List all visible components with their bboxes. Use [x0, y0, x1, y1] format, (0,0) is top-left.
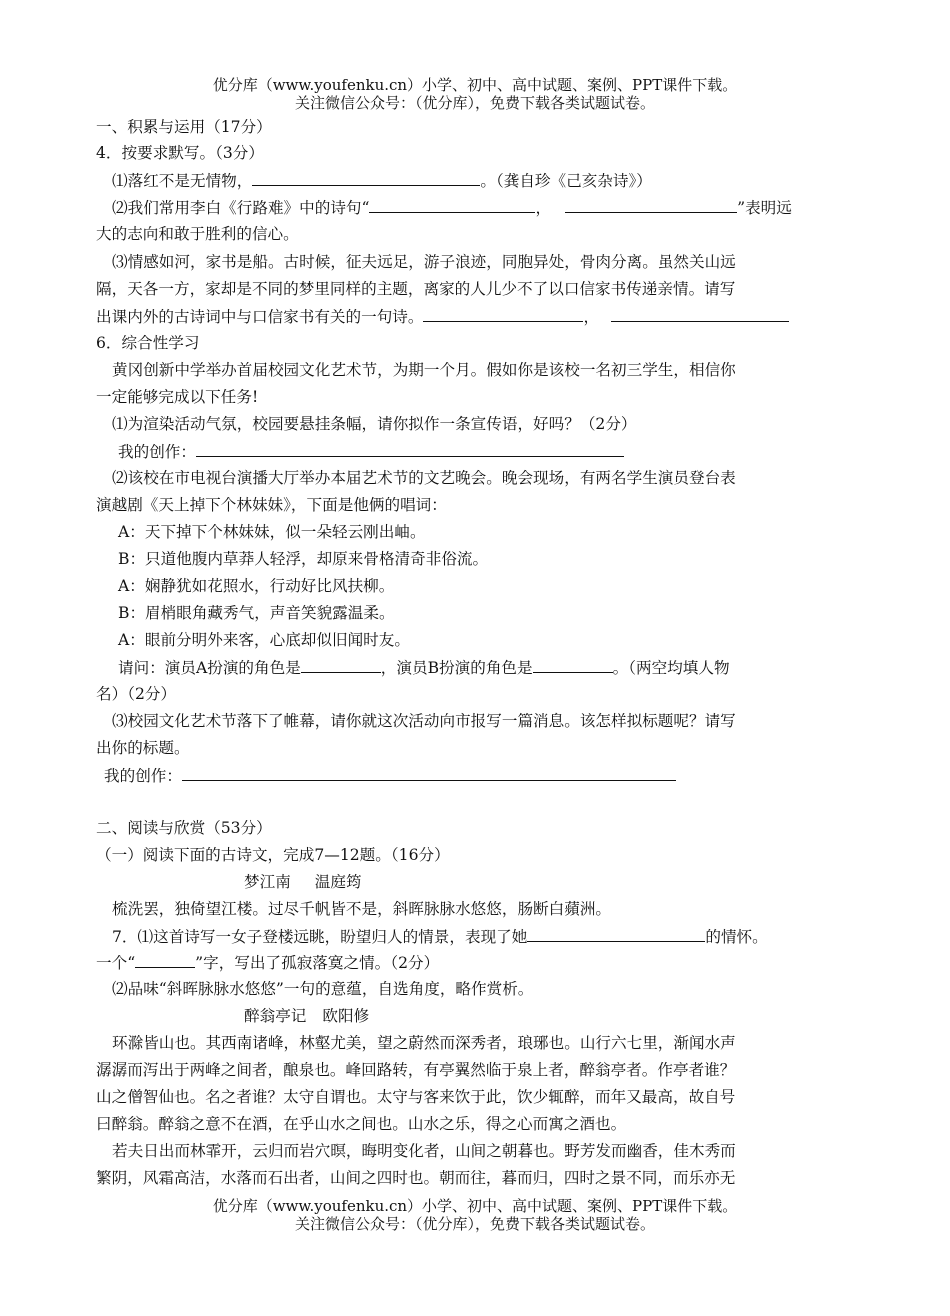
blank [301, 657, 381, 673]
essay-paragraph-1-cont: 曰醉翁。醉翁之意不在酒，在乎山水之间也。山水之乐，得之心而寓之酒也。 [96, 1115, 627, 1133]
question-7-1-cont: 一个“ ”字，写出了孤寂落寞之情。（2分） [96, 954, 440, 972]
question-6-2-ask: 请问：演员A扮演的角色是 ，演员B扮演的角色是 。（两空均填人物 [118, 659, 730, 677]
question-7-2: ⑵品味“斜晖脉脉水悠悠”一句的意蕴，自选角度，略作赏析。 [112, 980, 534, 998]
blank [423, 306, 583, 322]
header-line-2: 关注微信公众号：（优分库），免费下载各类试题试卷。 [294, 94, 655, 112]
question-6-2: ⑵该校在市电视台演播大厅举办本届艺术节的文艺晚会。晚会现场，有两名学生演员登台表 [112, 469, 736, 487]
blank [565, 197, 737, 213]
lyric-line: A：眼前分明外来客，心底却似旧闻时友。 [118, 631, 410, 649]
essay-paragraph-1-cont: 潺潺而泻出于两峰之间者，酿泉也。峰回路转，有亭翼然临于泉上者，醉翁亭者。作亭者谁？ [96, 1061, 736, 1079]
section-1-title: 一、积累与运用（17分） [96, 118, 272, 136]
lyric-line: A：天下掉下个林妹妹，似一朵轻云刚出岫。 [118, 523, 426, 541]
question-4-2-cont: 大的志向和敢于胜利的信心。 [96, 225, 299, 243]
question-6-title: 6．综合性学习 [96, 334, 200, 352]
question-4-1: ⑴落红不是无情物， 。（龚自珍《己亥杂诗》） [112, 172, 652, 190]
answer-line [196, 441, 624, 457]
lyric-line: B：只道他腹内草莽人轻浮，却原来骨格清奇非俗流。 [118, 550, 489, 568]
question-6-3: ⑶校园文化艺术节落下了帷幕，请你就这次活动向市报写一篇消息。该怎样拟标题呢？请写 [112, 712, 736, 730]
blank [135, 952, 195, 968]
question-6-1: ⑴为渲染活动气氛，校园要悬挂条幅，请你拟作一条宣传语，好吗？（2分） [112, 415, 637, 433]
question-6-3-cont: 出你的标题。 [96, 739, 190, 757]
lyric-line: A：娴静犹如花照水，行动好比风扶柳。 [118, 577, 395, 595]
header-line-1: 优分库（www.youfenku.cn）小学、初中、高中试题、案例、PPT课件下载。 [212, 76, 738, 94]
footer-line-2: 关注微信公众号：（优分库），免费下载各类试题试卷。 [294, 1215, 655, 1233]
question-6-2-cont: 演越剧《天上掉下个林妹妹》，下面是他俩的唱词： [96, 496, 447, 514]
essay-paragraph-2-cont: 繁阴，风霜高洁，水落而石出者，山间之四时也。朝而往，暮而归，四时之景不同，而乐亦无 [96, 1169, 736, 1187]
essay-title: 醉翁亭记 欧阳修 [244, 1007, 370, 1025]
poem-title: 梦江南 温庭筠 [244, 873, 362, 891]
question-4-3-cont: 隔，天各一方，家却是不同的梦里同样的主题，离家的人儿少不了以口信家书传递亲情。请写 [96, 280, 736, 298]
essay-paragraph-1-cont: 山之僧智仙也。名之者谁？太守自谓也。太守与客来饮于此，饮少辄醉，而年又最高，故自号 [96, 1088, 736, 1106]
question-7-1: 7．⑴这首诗写一女子登楼远眺，盼望归人的情景，表现了她 的情怀。 [112, 928, 768, 946]
blank [533, 657, 613, 673]
question-6-intro-cont: 一定能够完成以下任务! [96, 388, 259, 406]
footer-line-1: 优分库（www.youfenku.cn）小学、初中、高中试题、案例、PPT课件下载。 [212, 1197, 738, 1215]
essay-paragraph-2: 若夫日出而林霏开，云归而岩穴暝，晦明变化者，山间之朝暮也。野芳发而幽香，佳木秀而 [112, 1142, 736, 1160]
lyric-line: B：眉梢眼角藏秀气，声音笑貌露温柔。 [118, 604, 395, 622]
question-4-3-cont: 出课内外的古诗词中与口信家书有关的一句诗。 ， [96, 306, 789, 327]
answer-line [182, 765, 676, 781]
question-6-3-answer: 我的创作： [104, 765, 676, 786]
question-6-2-ask-cont: 名）（2分） [96, 685, 177, 703]
blank [611, 306, 789, 322]
blank [527, 926, 705, 942]
question-4-3: ⑶情感如河，家书是船。古时候，征夫远足，游子浪迹，同胞异处，骨肉分离。虽然关山远 [112, 253, 736, 271]
question-4-2: ⑵我们常用李白《行路难》中的诗句“ ， ”表明远 [112, 199, 792, 217]
section-2-title: 二、阅读与欣赏（53分） [96, 819, 272, 837]
question-4-title: 4．按要求默写。（3分） [96, 144, 264, 162]
reading-part-1-title: （一）阅读下面的古诗文，完成7—12题。（16分） [96, 846, 450, 864]
essay-paragraph-1: 环滁皆山也。其西南诸峰，林壑尤美，望之蔚然而深秀者，琅琊也。山行六七里，渐闻水声 [112, 1034, 736, 1052]
blank [369, 197, 535, 213]
poem-text: 梳洗罢，独倚望江楼。过尽千帆皆不是，斜晖脉脉水悠悠，肠断白蘋洲。 [112, 900, 612, 918]
question-6-1-answer: 我的创作： [118, 441, 624, 462]
question-6-intro: 黄冈创新中学举办首届校园文化艺术节，为期一个月。假如你是该校一名初三学生，相信你 [112, 361, 736, 379]
blank [252, 170, 480, 186]
